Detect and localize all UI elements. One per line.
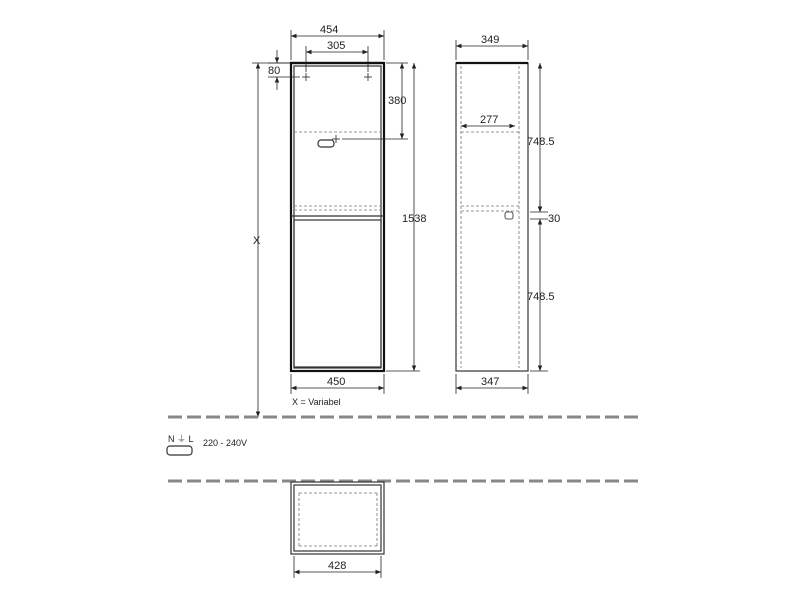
dim-front-width-top: 454 <box>320 24 339 36</box>
dim-side-depth-bottom: 347 <box>481 376 500 388</box>
side-hinge <box>505 212 513 219</box>
side-view <box>456 34 560 394</box>
electrical-spec <box>167 434 247 455</box>
front-lower-door <box>294 220 381 367</box>
plan-cabinet-inner <box>294 485 381 551</box>
front-cabinet-inner <box>294 66 381 368</box>
dim-gap: 30 <box>548 213 561 225</box>
side-cabinet-outline <box>456 63 528 371</box>
front-view <box>252 24 426 417</box>
voltage-label: 220 - 240V <box>203 438 248 448</box>
plan-view <box>291 482 384 578</box>
dim-side-depth-top: 349 <box>481 34 500 46</box>
dim-section-lower: 748.5 <box>527 291 555 303</box>
dim-section-upper: 748.5 <box>527 136 555 148</box>
electrical-symbol: N ⏚ L <box>168 434 194 444</box>
dim-upper-height: 380 <box>388 95 407 107</box>
dim-front-width-bottom: 450 <box>327 376 346 388</box>
mount-hole-left <box>302 73 310 81</box>
mount-height-note: X = Variabel <box>292 397 341 407</box>
dim-hole-spacing: 305 <box>327 40 346 52</box>
dim-mount-height: X <box>253 235 261 247</box>
dim-inner-depth: 277 <box>480 114 499 126</box>
front-cabinet-outline <box>291 63 384 371</box>
dim-plan-width: 428 <box>328 560 347 572</box>
plug-icon <box>167 446 192 455</box>
dim-top-offset: 80 <box>268 65 281 77</box>
dim-total-height: 1538 <box>402 213 427 225</box>
socket-outlet <box>318 140 334 147</box>
mount-hole-right <box>364 73 372 81</box>
